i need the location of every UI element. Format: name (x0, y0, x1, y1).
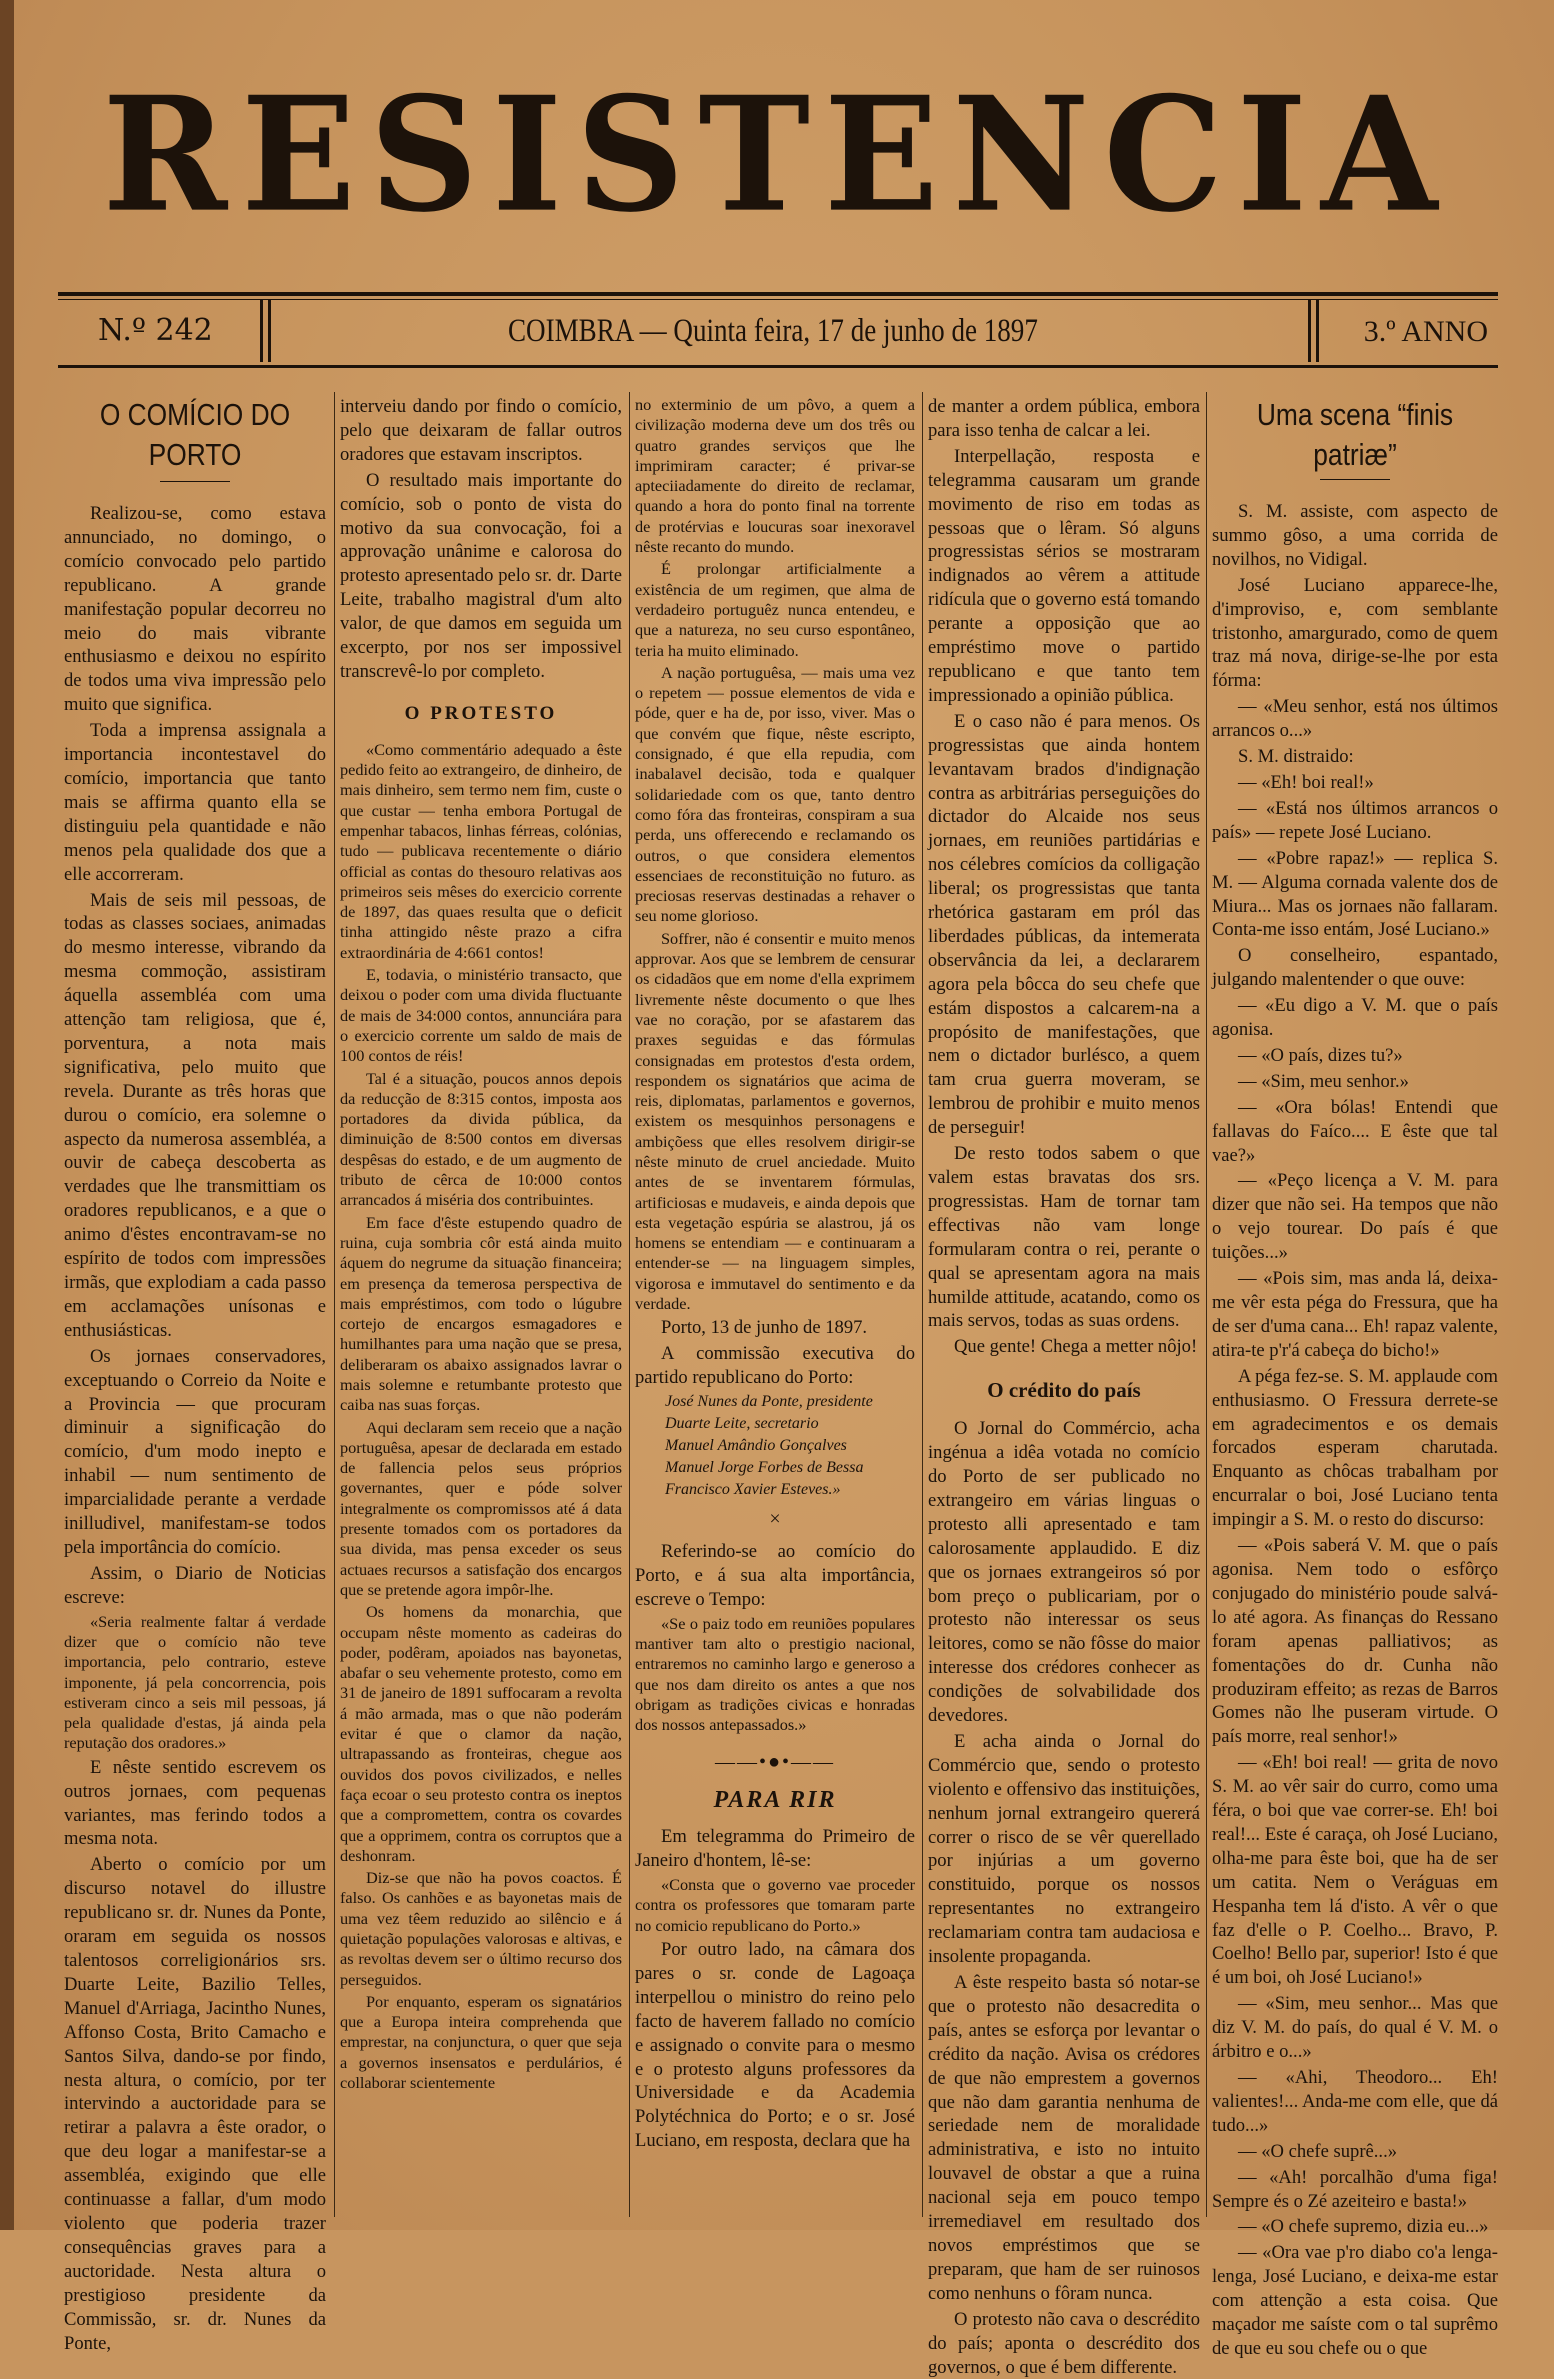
dialogue-line: — «Ora vae p'ro diabo co'a lenga-lenga, José Luciano, e deixa-me estar com attenção a esta coisa. Que maçador me saíste com o tal suprêmo de que eu sou chefe ou o que (1212, 2242, 1498, 2359)
dialogue-line: — «Eh! boi real! — grita de novo S. M. ao vêr sair do curro, como uma féra, o boi que vae correr-se. Eh! boi real!... Este é caraça, oh José Luciano, olha-me para êste boi, que ha de ser um catita. Nem o Veráguas em Hespanha tem lá d'isto. A vêr o que faz d'elle o P. Coelho... Bravo, P. Coelho! Bello par, superior! Isto é que é um boi, oh José Luciano!» (1212, 1752, 1498, 1989)
dialogue-line: A péga fez-se. S. M. applaude com enthusiasmo. O Fressura derrete-se em agradecimentos e os demais forcados esperam charutada. Enquanto as chôcas trabalham por encurralar o boi, José Luciano tenta impingir a S. M. o resto do discurso: (1212, 1365, 1498, 1531)
column-2 (340, 395, 622, 2220)
issue-year: 3.º ANNO (1363, 315, 1488, 348)
section-heading-para-rir: PARA RIR (713, 1787, 837, 1814)
column-rule-2 (629, 392, 630, 2217)
issue-separator-left2 (268, 300, 271, 362)
paragraph: Diz-se que não ha povos coactos. É falso. Os canhões e as bayonetas mais de uma vez têem reduzido ao silêncio e á quietação populações valorosas e altivas, e as revoltas devem ser o último recurso dos perseguidos. (340, 1868, 622, 1989)
dialogue-line: — «Sim, meu senhor.» (1238, 1070, 1409, 1092)
dialogue-line: — «Eu digo a V. M. que o país agonisa. (1212, 995, 1498, 1041)
paragraph: Toda a imprensa assignala a importancia incontestavel do comício, importancia que tanto mais se affirma quanto ella se distinguiu pela quantidade e não menos pela qualidade dos que a elle accorreram. (64, 720, 326, 885)
column-3 (635, 395, 915, 2220)
dialogue-line: — «Pois saberá V. M. que o país agonisa. Nem todo o esfôrço conjugado do ministério poude salvá-lo até agora. As finanças do Ressano foram apenas palliativos; as fomentações do dr. Cunha não produziram effeito; as rezas de Barros Gomes não lhe puseram virtude. O país morre, real senhor!» (1212, 1535, 1498, 1748)
issue-bar (58, 305, 1498, 365)
quote: «Consta que o governo vae proceder contra os professores que tomaram parte no comicio republicano do Porto.» (635, 1875, 915, 1935)
section-heading-protesto: O PROTESTO (404, 702, 558, 724)
dialogue-line: — «Eh! boi real!» (1238, 771, 1374, 793)
dialogue-line: — «Peço licença a V. M. para dizer que não sei. Ha tempos que não o vejo tourear. Do país é que tuições...» (1212, 1170, 1498, 1264)
paragraph: De resto todos sabem o que valem estas bravatas dos srs. progressistas. Ham de tornar tam effectivas não vam longe formularam contra o rei, perante o qual se apresentam agora na mais humilde attitude, acatando, como os mais servos, todas as suas ordens. (928, 1143, 1200, 1332)
paragraph: O resultado mais importante do comício, sob o ponto de vista do motivo da sua convocação, foi a approvação unânime e calorosa do protesto apresentado pelo sr. dr. Darte Leite, trabalho magistral d'um alto valor, de que damos em seguida um excerpto, por nos ser impossivel transcrevê-lo por completo. (340, 469, 622, 682)
dialogue-line: — «O país, dizes tu?» (1238, 1044, 1403, 1066)
paragraph: E o caso não é para menos. Os progressistas que ainda hontem levantavam brados d'indignação contra as arbitrárias perseguições do dictador do Alcaide nos seus jornaes, em reuniões partidárias e nos célebres comícios da colligação liberal; os progressistas que tanta rhetórica gastaram em pról das liberdades públicas, da intemerata observância da lei, a declararem agora pela bôcca do seu chefe que estám dispostos a calcarem-na a propósito de manifestações, que nem o dictador burlésco, a quem tam crua guerra moveram, se lembrou de prohibir e muito menos de perseguir! (928, 710, 1200, 1139)
masthead-title: RESISTENCIA (102, 62, 1452, 248)
signature: Francisco Xavier Esteves.» (665, 1481, 841, 1499)
heading-rule (160, 481, 230, 482)
paragraph: Por enquanto, esperam os signatários que a Europa inteira comprehenda que emprestar, na conjunctura, o quer que seja a governos insensatos e perdulários, é collaborar scientemente (340, 1991, 622, 2093)
paragraph: Os homens da monarchia, que occupam nêste momento as cadeiras do poder, podêram, apoiados nas bayonetas, abafar o seu vehemente protesto, como em 31 de janeiro de 1891 suffocaram a revolta á mão armada, mas o que não poderám evitar é que o clamor da nação, ultrapassando as fronteiras, chegue aos ouvidos dos povos civilizados, e nelles faça ecoar o seu protesto contra os ineptos que a compromettem, contra os covardes que a opprimem, contra os corruptos que a deshonram. (340, 1602, 622, 1865)
paragraph: O Jornal do Commércio, acha ingénua a idêa votada no comício do Porto de ser publicado no extrangeiro em várias linguas o protesto alli apresentado e tam calorosamente applaudido. E diz que os jornaes extrangeiros só por bom preço o publicariam, por o protesto não interessar os seus leitores, como se não fôsse do maior interesse dos crédores conhecer as condições de solvabilidade dos devedores. (928, 1418, 1200, 1727)
paragraph: José Luciano apparece-lhe, d'improviso, e, com semblante tristonho, amargurado, como de quem traz má nova, dirige-se-lhe por esta fórma: (1212, 574, 1498, 692)
dialogue-line: — «O chefe suprê...» (1238, 2140, 1398, 2162)
paragraph: Soffrer, não é consentir e muito menos approvar. Aos que se lembrem de censurar os cidadãos que em nome d'ella exprimem livremente nêste documento o que lhes vae no coração, por se afastarem das praxes seguidas e das fórmulas consignadas em protestos d'esta ordem, respondem os signatários que acima de reis, diplomatas, parlamentos e governos, existem os mesquinhos personagens e ambiçõess que elles resolvem dirigir-se nêste minuto de cruel anciedade. Muito antes de se inventarem fórmulas, artificiosas e mudaveis, e ainda depois que esta vegetação espúria se alastrou, já os homens se entendiam — e continuaram a entender-se — na linguagem simples, vigorosa e immutavel do sentimento e da verdade. (635, 928, 915, 1314)
paragraph: Por outro lado, na câmara dos pares o sr. conde de Lagoaça interpellou o ministro do reino pelo facto de haverem fallado no comício e assignado o convite para o mesmo e o protesto alguns professores da Universidade e da Academia Polytéchnica do Porto; e o sr. José Luciano, em resposta, declara que ha (635, 1939, 915, 2152)
column-1 (64, 395, 326, 2354)
paragraph: A commissão executiva do partido republicano do Porto: (635, 1343, 915, 1389)
dialogue-line: — «O chefe supremo, dizia eu...» (1238, 2216, 1489, 2238)
signature: Manuel Amândio Gonçalves (665, 1437, 847, 1455)
dialogue-line: — «Ahi, Theodoro... Eh! valientes!... Anda-me com elle, que dá tudo...» (1212, 2067, 1498, 2136)
paragraph: Aqui declaram sem receio que a nação portuguêsa, apesar de declarada em estado de fallencia pelos seus próprios governantes, quer e póde solver integralmente os compromissos até á data presente tomados com os portadores da sua divida, mas pensa exceder os seus actuaes recursos a satisfação dos encargos que se pretende agora impôr-lhe. (340, 1417, 622, 1599)
paragraph: Aberto o comício por um discurso notavel do illustre republicano sr. dr. Nunes da Ponte, oraram em seguida os nossos talentosos correligionários srs. Duarte Leite, Bazilio Telles, Manuel d'Arriaga, Jacintho Nunes, Affonso Costa, Brito Camacho e Santos Silva, dando-se por findo, nesta altura, o comício, por ter intervindo a auctoridade para se retirar a palavra a êste orador, o que deu logar a manifestar-se a assembléa, exigindo que elle continuasse a fallar, d'um modo violento que poderia trazer consequências graves para a auctoridade. Nesta altura o prestigioso presidente da Commissão, sr. dr. Nunes da Ponte, (64, 1854, 326, 2354)
section-heading-credito: O crédito do país (987, 1378, 1141, 1403)
paragraph: Os jornaes conservadores, exceptuando o Correio da Noite e a Provincia — que procuram diminuir a significação do comício, d'um modo inepto e inhabil — num sentimento de imparcialidade perante a verdade inilludivel, manifestam-se todos pela importância do comício. (64, 1345, 326, 1558)
column-5 (1212, 395, 1498, 2359)
paragraph: S. M. assiste, com aspecto de summo gôso, a uma corrida de novilhos, no Vidigal. (1212, 501, 1498, 570)
column-rule-1 (334, 392, 335, 2217)
heading-rule (1320, 479, 1390, 480)
article-heading-scena: Uma scena “finis patriæ” (1256, 397, 1454, 472)
column-rule-4 (1206, 392, 1207, 2217)
paragraph: Assim, o Diario de Noticias escreve: (64, 1562, 326, 1608)
quote: «Se o paiz todo em reuniões populares mantiver tam alto o prestigio nacional, entraremos no caminho largo e generoso a que nos dam direito os antes a que nos obrigam as tradições civicas e honradas dos nossos antepassados.» (635, 1613, 915, 1735)
signature: José Nunes da Ponte, presidente (665, 1393, 873, 1411)
column-rule-3 (922, 392, 923, 2217)
quote: «Seria realmente faltar á verdade dizer que o comício não teve importancia, pelo contrario, esteve imponente, já pela concorrencia, pois estiveram cinco a seis mil pessoas, já pela qualidade d'estas, já ainda pela reputação dos oradores.» (64, 1611, 326, 1753)
paragraph: Em face d'êste estupendo quadro de ruina, cuja sombria côr está ainda muito áquem do negrume da situação financeira; em presença da temerosa perspectiva de mais empréstimos, com todo o lúgubre cortejo de encargos esmagadores e humilhantes para uma nação que se presa, deliberaram os abaixo assignados lavrar o mais solemne e retumbante protesto que caiba nas suas forças. (340, 1212, 622, 1415)
masthead-rule-thin (58, 299, 1498, 300)
issue-separator-right2 (1316, 300, 1319, 362)
paragraph: E nêste sentido escrevem os outros jornaes, com pequenas variantes, mas ferindo todos a mesma nota. (64, 1756, 326, 1850)
paragraph: A nação portuguêsa, — mais uma vez o repetem — possue elementos de vida e póde, quer e ha de, por isso, viver. Mas o que convém que fique, nêste escripto, consignado, é que ella repudia, com inabalavel decisão, toda e qualquer solidariedade com os que, tanto dentro como fóra das fronteiras, conspiram a sua perda, uns offerecendo e reclamando os outros, o que considera elementos essenciaes de reconstituição no futuro. as preciosas reservas destinadas a rehaver o seu nome glorioso. (635, 662, 915, 926)
issue-separator-left (260, 300, 263, 362)
dialogue-line: — «Ora bólas! Entendi que fallavas do Faíco.... E êste que tal vae?» (1212, 1096, 1498, 1166)
paragraph: Referindo-se ao comício do Porto, e á sua alta importância, escreve o Tempo: (635, 1540, 915, 1610)
paragraph: O protesto não cava o descrédito do país; aponta o descrédito dos governos, o que é bem differente. (928, 2308, 1200, 2378)
paragraph: É prolongar artificialmente a existência de um regimen, que alma de verdadeiro portuguêz nunca entendeu, e que a natureza, no seu curso espontâneo, teria ha muito eliminado. (635, 559, 915, 660)
paragraph: Porto, 13 de junho de 1897. (661, 1317, 868, 1339)
issue-separator-right (1308, 300, 1311, 362)
dialogue-line: — «Pobre rapaz!» — replica S. M. — Alguma cornada valente dos de Miura... Mas os jornaes não fallaram. Conta-me isso entám, José Luciano.» (1212, 847, 1498, 941)
issue-number: N.º 242 (98, 313, 213, 348)
paragraph: Que gente! Chega a metter nôjo! (954, 1336, 1198, 1358)
dateline: COIMBRA — Quinta feira, 17 de junho de 1897 (508, 313, 1038, 349)
dialogue-line: S. M. distraido: (1238, 746, 1354, 768)
paragraph: no exterminio de um pôvo, a quem a civilização moderna deve um dos três ou quatro grandes serviços que lhe imprimiram caracter; é privar-se apteciiadamente do direito de reclamar, quando a hora do ponto final na torrente de protérvias e loucuras soar inexoravel nêste recanto do mundo. (635, 395, 915, 557)
signature: Manuel Jorge Forbes de Bessa (665, 1459, 864, 1477)
paragraph: Mais de seis mil pessoas, de todas as classes sociaes, animadas do mesmo interesse, vibrando da mesma commoção, assistiram áquella assembléa com uma attenção tam religiosa, que é, porventura, a nota mais significativa, pelo muito que revela. Durante as três horas que durou o comício, era solemne o aspecto da numerosa assembléa, a ouvir de cabeça descoberta as verdades que lhe transmittiam os oradores republicanos, e a que o animo d'êstes encontravam-se no espírito de todos com impressões irmãs, que explodiam a cada passo em acclamações unísonas e enthusiásticas. (64, 889, 326, 1341)
paragraph: Tal é a situação, poucos annos depois da reducção de 8:315 contos, imposta aos portadores da divida pública, da diminuição de 8:500 contos em diversas despêsas do estado, e de um augmento de tributo de cêrca de 10:000 contos arrancados á miséria dos contribuintes. (340, 1068, 622, 1210)
signature: Duarte Leite, secretario (665, 1415, 819, 1433)
dialogue-line: — «Ah! porcalhão d'uma figa! Sempre és o Zé azeiteiro e basta!» (1212, 2166, 1498, 2212)
dialogue-line: — «Meu senhor, está nos últimos arrancos o...» (1212, 696, 1498, 742)
column-4 (928, 395, 1200, 2378)
dialogue-line: — «Está nos últimos arrancos o país» — repete José Luciano. (1212, 797, 1498, 843)
paragraph: Realizou-se, como estava annunciado, no domingo, o comício convocado pelo partido republicano. A grande manifestação popular decorreu no meio do mais vibrante enthusiasmo e deixou no espírito de todos uma viva impressão pelo muito que significa. (64, 503, 326, 716)
article-heading-comicio: O COMÍCIO DO PORTO (99, 397, 291, 472)
paragraph: «Como commentário adequado a êste pedido feito ao extrangeiro, de dinheiro, de mais dinheiro, sem termo nem fim, custe o que custar — tenha embora Portugal de empenhar tabacos, linhas férreas, colónias, tudo — publicava recentemente o diário official as contas do thesouro relativas aos primeiros seis mêses do exercicio corrente de 1897, das quaes resulta que o deficit tinha attingido nêste prazo a cifra extraordinária de 4:661 contos! (340, 739, 622, 962)
paragraph: Em telegramma do Primeiro de Janeiro d'hontem, lê-se: (635, 1826, 915, 1872)
paragraph: de manter a ordem pública, embora para isso tenha de calcar a lei. (928, 396, 1200, 441)
page-edge (0, 0, 14, 2230)
paragraph: E, todavia, o ministério transacto, que deixou o poder com uma divida fluctuante de mais de 34:000 contos, annunciára para o exercicio corrente um saldo de mais de 100 contos de réis! (340, 965, 622, 1066)
separator-cross: × (769, 1508, 781, 1531)
dialogue-line: — «Sim, meu senhor... Mas que diz V. M. do país, do qual é V. M. o árbitro e o...» (1212, 1993, 1498, 2063)
paragraph: E acha ainda o Jornal do Commércio que, sendo o protesto violento e offensivo das instituições, nenhum jornal extrangeiro quererá correr o risco de se vêr querellado por injúrias a um governo constituido, porque os nossos representantes no extrangeiro reclamariam contra tam audaciosa e insolente propaganda. (928, 1730, 1200, 1968)
paragraph: Interpellação, resposta e telegramma causaram um grande movimento de riso em todas as pessoas que o lêram. Só alguns progressistas sérios se mostraram indignados ao vêrem a attitude ridícula que o governo está tomando perante a opposição que ao empréstimo move o partido republicano e que tanto tem impressionado a opinião pública. (928, 445, 1200, 706)
dialogue-line: O conselheiro, espantado, julgando malentender o que ouve: (1212, 945, 1498, 991)
dialogue-line: — «Pois sim, mas anda lá, deixa-me vêr esta péga do Fressura, que ha de ser d'uma cana... Eh! rapaz valente, atira-te p'r'á cabeça do bicho!» (1212, 1268, 1498, 1361)
ornament-divider: ——•●•—— (714, 1751, 836, 1774)
header-rule-bottom (58, 365, 1498, 368)
paragraph: A êste respeito basta só notar-se que o protesto não desacredita o país, antes se esforça por levantar o crédito da nação. Avisa os crédores de que não emprestem a governos que não dam garantia nenhuma de seriedade nem de moralidade administrativa, e isto no intuito louvavel de obstar a que a ruina nacional seja em pouco tempo irremediavel em resultado dos novos empréstimos que se preparam, que ham de ser ruinosos como nenhuns o fôram nunca. (928, 1972, 1200, 2304)
masthead-rule-top (58, 292, 1498, 296)
paragraph: interveiu dando por findo o comício, pelo que deixaram de fallar outros oradores que estavam inscriptos. (340, 396, 622, 465)
